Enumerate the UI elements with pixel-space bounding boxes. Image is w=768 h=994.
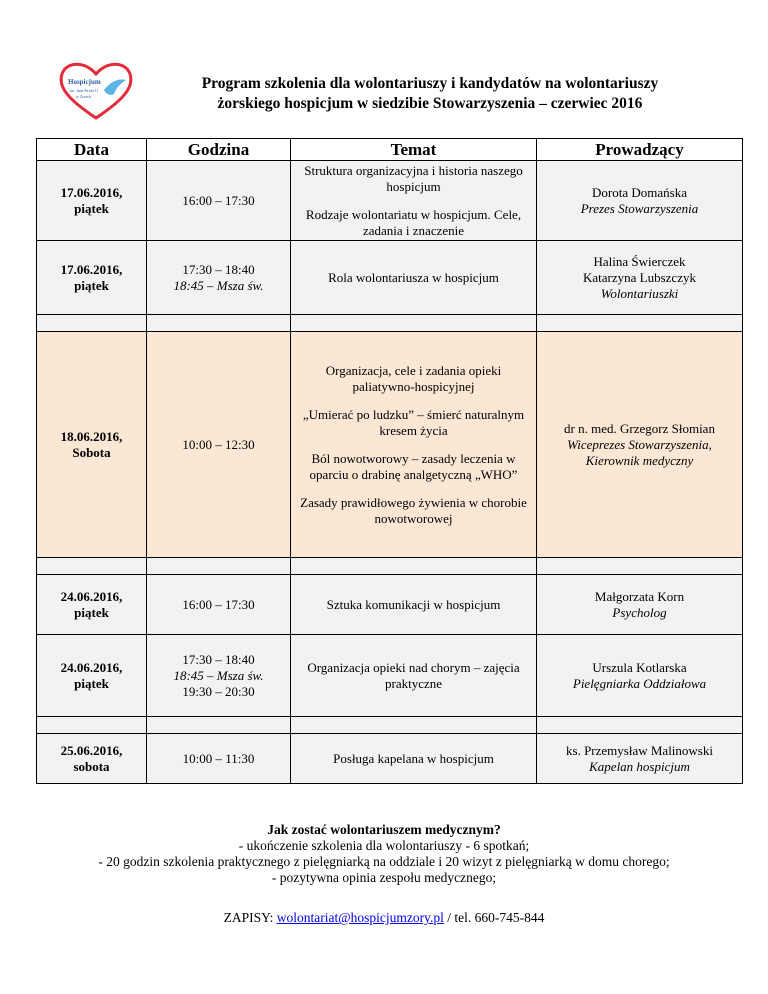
time-cell: 10:00 – 11:30 bbox=[147, 734, 291, 784]
topic-cell: Struktura organizacyjna i historia naszego hospicjum Rodzaje wolontariatu w hospicjum. Cele, zadania i znaczenie bbox=[291, 161, 537, 241]
requirements-heading: Jak zostać wolontariuszem medycznym? bbox=[267, 822, 501, 837]
date-cell: 25.06.2016, sobota bbox=[37, 734, 147, 784]
time-cell: 16:00 – 17:30 bbox=[147, 161, 291, 241]
time-cell: 17:30 – 18:40 18:45 – Msza św. bbox=[147, 241, 291, 315]
svg-text:im. Jana Pawła II: im. Jana Pawła II bbox=[70, 88, 98, 93]
topic-cell: Organizacja, cele i zadania opieki paliatywno-hospicyjnej „Umierać po ludzku” – śmierć naturalnym kresem życia Ból nowotworowy – zasady leczenia w oparciu o drabinę analgetyczną „WHO” Zasady prawidłowego żywienia w chorobie nowotworowej bbox=[291, 332, 537, 558]
lead-cell: Urszula Kotlarska Pielęgniarka Oddziałowa bbox=[537, 635, 743, 717]
lead-cell: Halina Świerczek Katarzyna Lubszczyk Wolontariuszki bbox=[537, 241, 743, 315]
signup-label: ZAPISY: bbox=[223, 910, 274, 925]
hospice-logo bbox=[56, 60, 136, 122]
time-cell: 16:00 – 17:30 bbox=[147, 575, 291, 635]
header-time: Godzina bbox=[147, 139, 291, 161]
date-cell: 24.06.2016, piątek bbox=[37, 635, 147, 717]
topic-cell: Organizacja opieki nad chorym – zajęcia praktyczne bbox=[291, 635, 537, 717]
page-title: Program szkolenia dla wolontariuszy i kandydatów na wolontariuszy żorskiego hospicjum w siedzibie Stowarzyszenia – czerwiec 2016 bbox=[201, 75, 659, 112]
date-cell: 24.06.2016, piątek bbox=[37, 575, 147, 635]
requirement-item: - 20 godzin szkolenia praktycznego z pielęgniarką na oddziale i 20 wizyt z pielęgniarką w domu chorego; bbox=[98, 854, 670, 869]
svg-text:w Żorach: w Żorach bbox=[76, 94, 92, 99]
requirement-item: - ukończenie szkolenia dla wolontariuszy - 6 spotkań; bbox=[238, 838, 530, 853]
topic-cell: Sztuka komunikacji w hospicjum bbox=[291, 575, 537, 635]
signup-line bbox=[0, 910, 768, 926]
table-row bbox=[37, 332, 743, 558]
table-row bbox=[37, 635, 743, 717]
table-row bbox=[37, 575, 743, 635]
date-cell: 17.06.2016, piątek bbox=[37, 161, 147, 241]
lead-cell: Dorota Domańska Prezes Stowarzyszenia bbox=[537, 161, 743, 241]
signup-email-link[interactable]: wolontariat@hospicjumzory.pl bbox=[276, 910, 444, 925]
topic-cell: Rola wolontariusza w hospicjum bbox=[291, 241, 537, 315]
table-header-row bbox=[37, 139, 743, 161]
schedule-table bbox=[36, 138, 743, 784]
spacer-row bbox=[37, 315, 743, 332]
requirement-item: - pozytywna opinia zespołu medycznego; bbox=[271, 870, 497, 885]
date-cell: 17.06.2016, piątek bbox=[37, 241, 147, 315]
requirements-section bbox=[0, 822, 768, 886]
svg-text:Hospicjum: Hospicjum bbox=[68, 78, 101, 86]
table-row bbox=[37, 734, 743, 784]
lead-cell: ks. Przemysław Malinowski Kapelan hospicjum bbox=[537, 734, 743, 784]
header-topic: Temat bbox=[291, 139, 537, 161]
time-cell: 17:30 – 18:40 18:45 – Msza św. 19:30 – 20:30 bbox=[147, 635, 291, 717]
date-cell: 18.06.2016, Sobota bbox=[37, 332, 147, 558]
lead-cell: dr n. med. Grzegorz Słomian Wiceprezes Stowarzyszenia, Kierownik medyczny bbox=[537, 332, 743, 558]
lead-cell: Małgorzata Korn Psycholog bbox=[537, 575, 743, 635]
signup-phone: / tel. 660-745-844 bbox=[447, 910, 545, 925]
table-row bbox=[37, 161, 743, 241]
table-row bbox=[37, 241, 743, 315]
topic-cell: Posługa kapelana w hospicjum bbox=[291, 734, 537, 784]
spacer-row bbox=[37, 717, 743, 734]
time-cell: 10:00 – 12:30 bbox=[147, 332, 291, 558]
spacer-row bbox=[37, 558, 743, 575]
header-lead: Prowadzący bbox=[537, 139, 743, 161]
header-date: Data bbox=[37, 139, 147, 161]
